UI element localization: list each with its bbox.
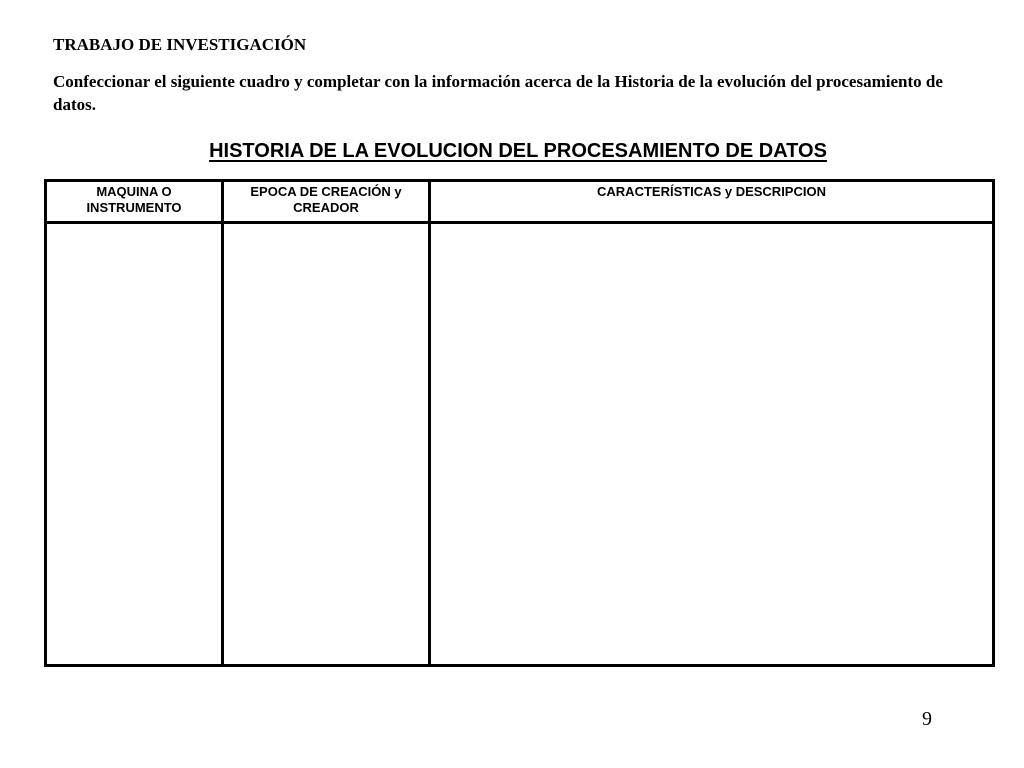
table-title	[44, 139, 992, 163]
column-header-characteristics	[430, 181, 994, 223]
column-header-epoch-line1: EPOCA DE CREACIÓN y	[250, 184, 402, 199]
column-header-machine-line1: MAQUINA O	[96, 184, 172, 199]
column-header-machine-line2: INSTRUMENTO	[86, 200, 182, 215]
table-title-text: HISTORIA DE LA EVOLUCION DEL PROCESAMIENTO DE DATOS	[209, 140, 827, 162]
table-header-row	[46, 181, 994, 223]
assignment-heading: TRABAJO DE INVESTIGACIÓN	[53, 35, 307, 54]
table-cell-machine	[46, 223, 223, 666]
page-number: 9	[922, 708, 932, 730]
assignment-instructions: Confeccionar el siguiente cuadro y completar con la información acerca de la Historia de la evolución del procesamiento de datos.	[53, 72, 943, 114]
table-row	[46, 223, 994, 666]
table-cell-characteristics	[430, 223, 994, 666]
column-header-characteristics-line1: CARACTERÍSTICAS y DESCRIPCION	[597, 184, 826, 199]
column-header-epoch-line2: CREADOR	[293, 200, 359, 215]
column-header-epoch	[223, 181, 430, 223]
column-header-machine	[46, 181, 223, 223]
table-cell-epoch	[223, 223, 430, 666]
history-table	[44, 179, 995, 667]
